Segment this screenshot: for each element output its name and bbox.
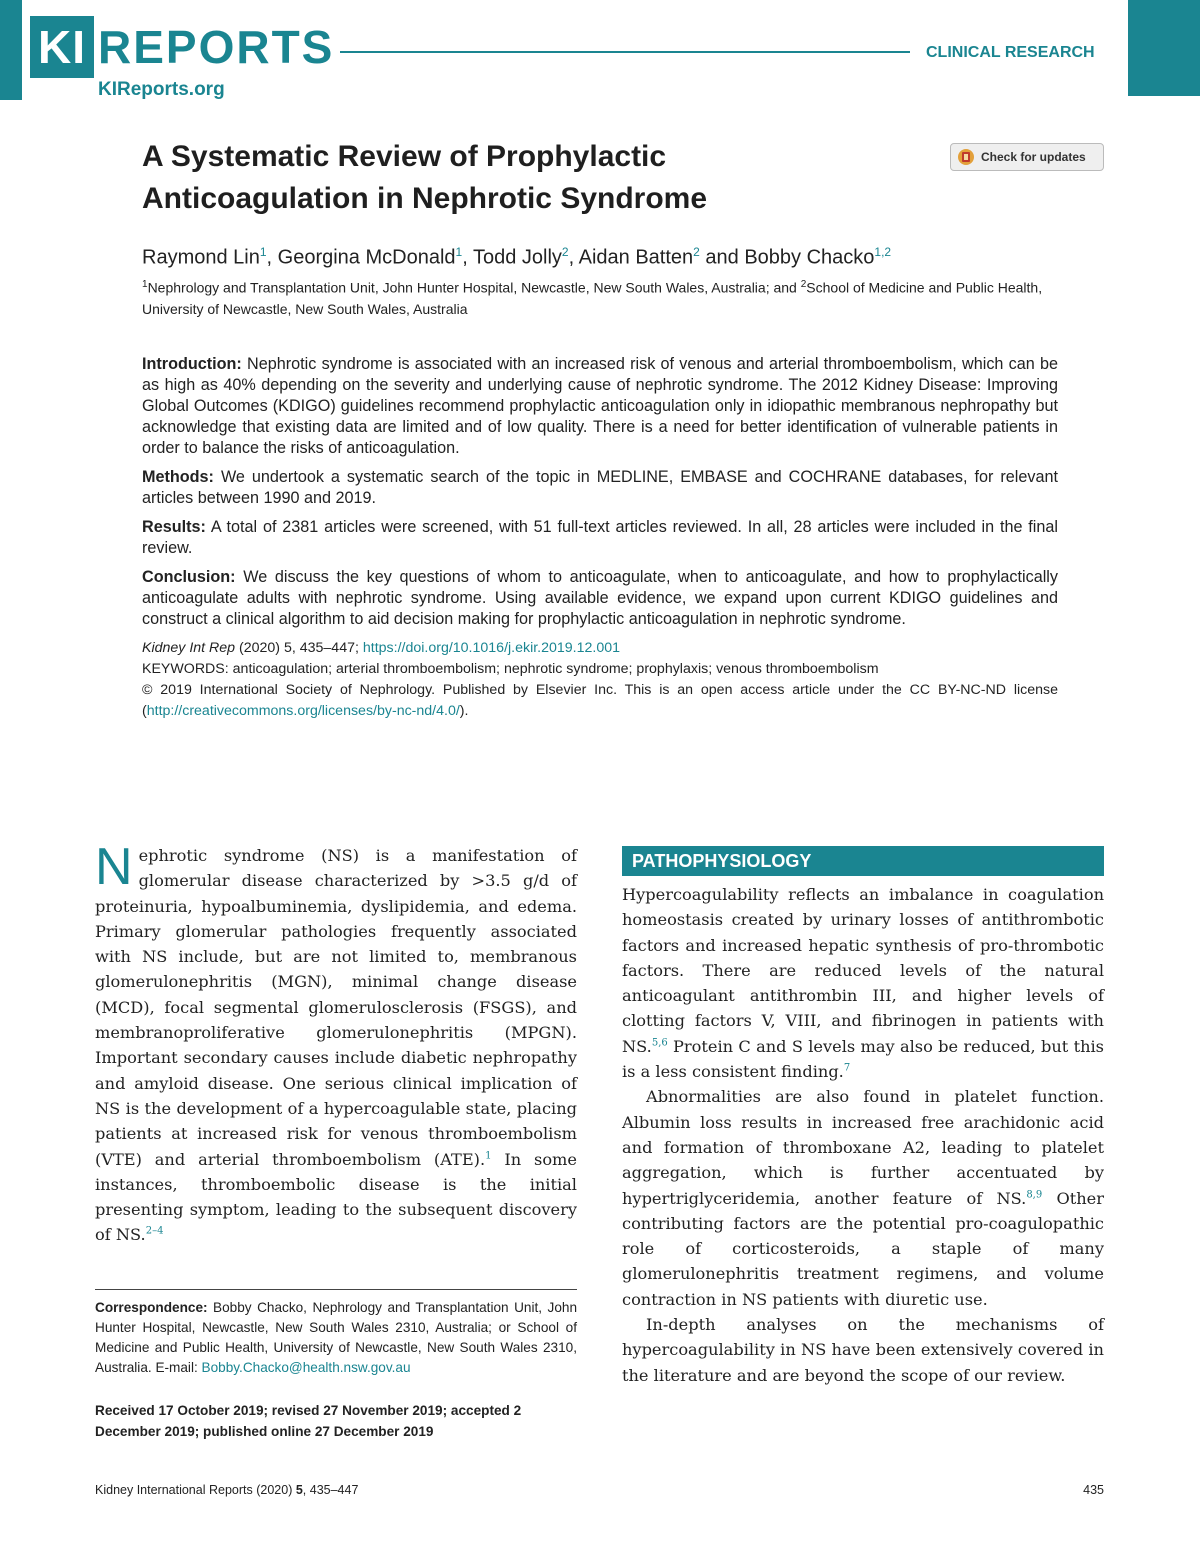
abstract-label: Methods:: [142, 468, 214, 486]
abstract-label: Introduction:: [142, 355, 242, 373]
article-meta: [142, 638, 1058, 722]
check-updates-label: Check for updates: [981, 150, 1086, 164]
email-link[interactable]: Bobby.Chacko@health.nsw.gov.au: [201, 1360, 411, 1375]
footer-citation: [95, 1481, 358, 1499]
abstract-label: Results:: [142, 518, 206, 536]
affiliations: [142, 274, 1060, 320]
abstract-text: We discuss the key questions of whom to anticoagulate, when to anticoagulate, and how to prophylactically anticoagulate adults with nephrotic syndrome. Using available evidence, we expand upon current KDIGO guidelines and construct a clinical algorithm to aid decision making for prophylactic anticoagulation in nephrotic syndrome.: [142, 568, 1058, 628]
citation-details: (2020) 5, 435–447;: [235, 640, 363, 656]
page-number: 435: [1083, 1483, 1104, 1497]
affiliation-num: 2: [800, 279, 807, 290]
abstract-conclusion: [142, 567, 1058, 630]
abstract-results: [142, 517, 1058, 559]
correspondence-text: Bobby Chacko, Nephrology and Transplantation Unit, John Hunter Hospital, Newcastle, New South Wales 2310, Australia; or School of Medicine and Public Health, University of Newcastle, New South Wales 2310, Australia. E-mail:: [95, 1300, 578, 1375]
paragraph-text: Protein C and S levels may also be reduced, but this is a less consistent finding.: [622, 1036, 1104, 1082]
reference-link[interactable]: 7: [843, 1062, 851, 1074]
reference-link[interactable]: 2–4: [145, 1226, 164, 1238]
abstract-text: We undertook a systematic search of the topic in MEDLINE, EMBASE and COCHRANE databases, for relevant articles between 1990 and 2019.: [142, 468, 1058, 507]
article-title: [142, 136, 922, 220]
paragraph-text: Abnormalities are also found in platelet function. Albumin loss results in increased free arachidonic acid and formation of thromboxane A2, leading to platelet aggregation, which is further accentuated by hypertriglyceridemia, another feature of NS.: [622, 1087, 1104, 1208]
correspondence-label: Correspondence:: [95, 1300, 208, 1315]
affiliation-1: Nephrology and Transplantation Unit, John Hunter Hospital, Newcastle, New South Wales, Australia; and: [147, 279, 801, 296]
author-affiliation-ref[interactable]: 1: [455, 245, 463, 259]
abstract: [142, 354, 1058, 722]
footer-year: (2020): [256, 1483, 293, 1497]
author-list: Raymond Lin$^1$, Georgina McDonald$^1$, Todd Jolly$^2$, Aidan Batten$^2$ and Bobby Chacko$^{1,2}$: [142, 245, 892, 269]
citation: [142, 638, 1058, 659]
section-label: CLINICAL RESEARCH: [926, 44, 1095, 61]
abstract-text: A total of 2381 articles were screened, with 51 full-text articles reviewed. In all, 28 articles were included in the final review.: [142, 518, 1058, 557]
check-for-updates-button[interactable]: [950, 143, 1104, 171]
journal-website-link[interactable]: KIReports.org: [98, 79, 225, 100]
paragraph-text: In some instances, thromboembolic disease is the initial presenting symptom, leading to the subsequent discovery of NS.: [95, 1149, 577, 1245]
section-heading-pathophysiology: PATHOPHYSIOLOGY: [622, 846, 1104, 876]
license-link[interactable]: http://creativecommons.org/licenses/by-nc-nd/4.0/: [146, 703, 460, 719]
footer-pages: , 435–447: [302, 1483, 359, 1497]
copyright-end: ).: [459, 703, 469, 719]
journal-logo-ki: KI: [30, 16, 94, 78]
author-name: Todd Jolly: [472, 246, 562, 269]
keywords-text: anticoagulation; arterial thromboembolism; nephrotic syndrome; prophylaxis; venous thromboembolism: [232, 661, 879, 677]
copyright: [142, 680, 1058, 722]
keywords-label: KEYWORDS:: [142, 661, 229, 677]
paragraph-text: Other contributing factors are the potential pro-coagulopathic role of corticosteroids, a staple of many glomerulonephritis treatment regimens, and volume contraction in NS patients with diuretic use.: [622, 1188, 1104, 1309]
author-name: Georgina McDonald: [277, 246, 456, 269]
doi-link[interactable]: https://doi.org/10.1016/j.ekir.2019.12.001: [362, 640, 621, 656]
header-rule: [340, 51, 910, 53]
intro-paragraph: [95, 838, 577, 1248]
author-name: Bobby Chacko: [744, 246, 875, 269]
footer-journal: Kidney International Reports: [95, 1483, 253, 1497]
copyright-text: © 2019 International Society of Nephrology. Published by Elsevier Inc. This is an open access article under the CC BY-NC-ND license (: [142, 682, 1058, 719]
pathophysiology-paragraph-3: In-depth analyses on the mechanisms of hypercoagulability in NS have been extensively covered in the literature and are beyond the scope of our review.: [622, 1315, 1104, 1385]
pathophysiology-paragraph-2: [622, 1084, 1104, 1312]
abstract-methods: [142, 467, 1058, 509]
pathophysiology-paragraph-1: [622, 882, 1104, 1084]
correspondence: [95, 1298, 577, 1378]
title-line-2: Anticoagulation in Nephrotic Syndrome: [142, 182, 708, 215]
reference-link[interactable]: 1: [485, 1150, 492, 1162]
paragraph-text: Hypercoagulability reflects an imbalance in coagulation homeostasis created by urinary losses of antithrombotic factors and increased hepatic synthesis of pro-thrombotic factors. There are reduced levels of the natural anticoagulant antithrombin III, and higher levels of clotting factors V, VIII, and fibrinogen in patients with NS.: [622, 885, 1104, 1056]
keywords: [142, 659, 1058, 680]
body-right-column: [622, 882, 1104, 1388]
footnote-rule: [95, 1289, 577, 1290]
drop-cap: N: [95, 838, 133, 896]
author-affiliation-ref[interactable]: 2: [693, 245, 700, 259]
author-name: Raymond Lin: [142, 246, 260, 269]
reference-link[interactable]: 8,9: [1026, 1189, 1043, 1201]
left-accent-bar: [0, 0, 22, 100]
abstract-label: Conclusion:: [142, 568, 236, 586]
affiliation-2: School of Medicine and Public Health, University of Newcastle, New South Wales, Australia: [142, 279, 1043, 317]
journal-logo-reports: REPORTS: [98, 21, 335, 73]
article-dates: Received 17 October 2019; revised 27 November 2019; accepted 2 December 2019; published online 27 December 2019: [95, 1403, 522, 1439]
abstract-text: Nephrotic syndrome is associated with an increased risk of venous and arterial thromboembolism, which can be as high as 40% depending on the severity and underlying cause of nephrotic syndrome. The 2012 Kidney Disease: Improving Global Outcomes (KDIGO) guidelines recommend prophylactic anticoagulation only in idiopathic membranous nephropathy but acknowledge that existing data are limited and of low quality. There is a need for better identification of vulnerable patients in order to balance the risks of anticoagulation.: [142, 355, 1059, 457]
paragraph-text: ephrotic syndrome (NS) is a manifestation of glomerular disease characterized by >3.5 g/d of proteinuria, hypoalbuminemia, dyslipidemia, and edema. Primary glomerular pathologies frequently associated with NS include, but are not limited to, membranous glomerulonephritis (MGN), minimal change disease (MCD), focal segmental glomerulosclerosis (FSGS), and membranoproliferative glomerulonephritis (MPGN). Important secondary causes include diabetic nephropathy and amyloid disease. One serious clinical implication of NS is the development of a hypercoagulable state, placing patients at increased risk for venous thromboembolism (VTE) and arterial thromboembolism (ATE).: [95, 846, 577, 1169]
abstract-introduction: [142, 354, 1058, 459]
author-affiliation-ref[interactable]: 2: [561, 245, 569, 259]
author-affiliation-ref[interactable]: 1: [259, 245, 267, 259]
citation-journal: Kidney Int Rep: [142, 640, 236, 656]
footer-volume: 5: [295, 1483, 303, 1497]
body-left-column: [95, 838, 577, 1248]
author-affiliation-ref[interactable]: 1,2: [874, 245, 892, 259]
affiliation-num: 1: [142, 279, 148, 290]
author-name: Aidan Batten: [578, 246, 694, 269]
right-accent-bar: [1128, 0, 1200, 96]
reference-link[interactable]: 5,6: [651, 1037, 668, 1049]
title-line-1: A Systematic Review of Prophylactic: [142, 140, 667, 173]
check-updates-icon: [957, 148, 975, 166]
